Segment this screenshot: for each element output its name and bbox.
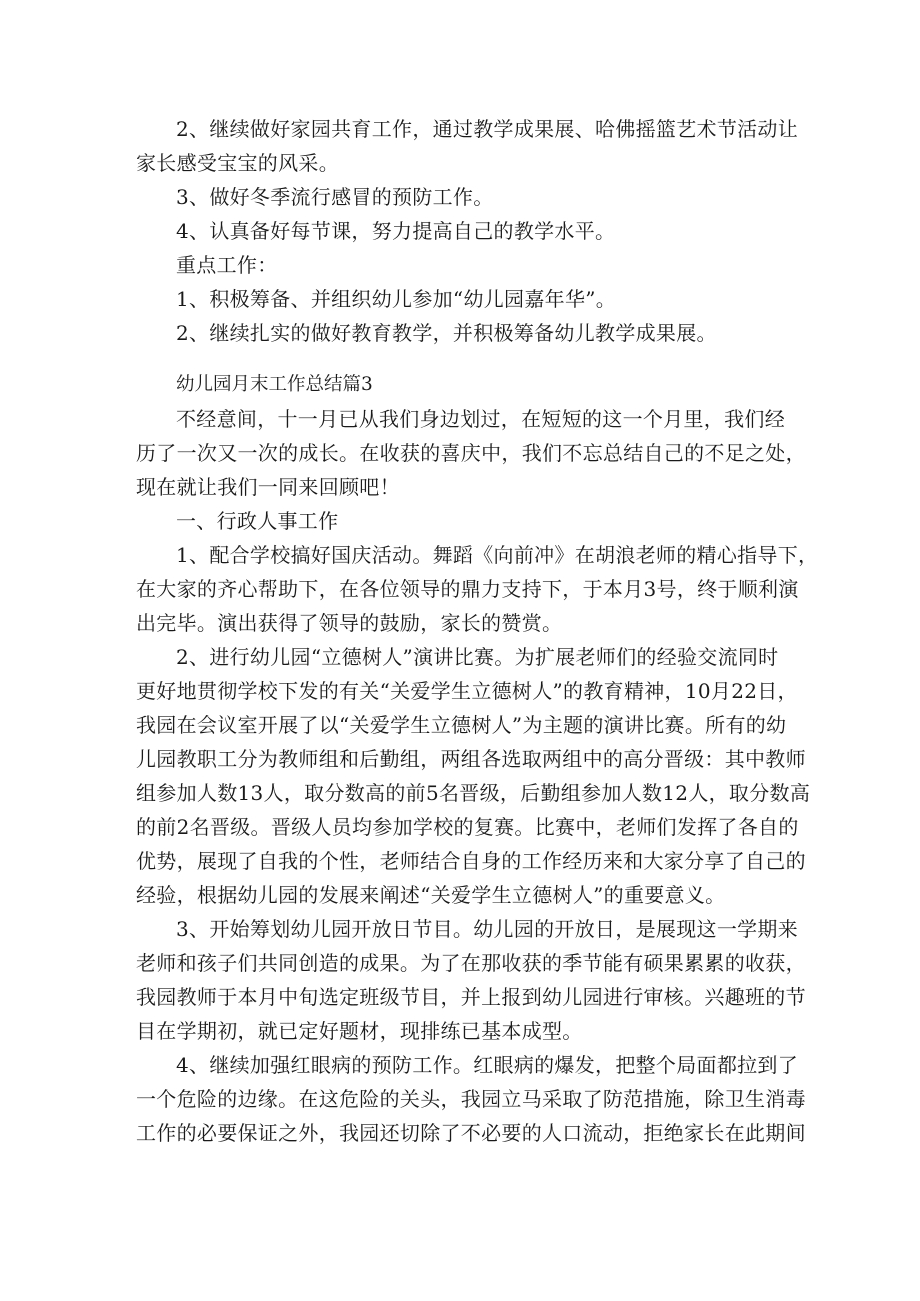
text-line: 4、认真备好每节课，努力提高自己的教学水平。: [176, 219, 616, 243]
text-line: 我园在会议室开展了以“关爱学生立德树人”为主题的演讲比赛。所有的幼: [136, 713, 787, 737]
text-line: 更好地贯彻学校下发的有关“关爱学生立德树人”的教育精神，10月22日，: [136, 679, 798, 703]
text-line: 1、配合学校搞好国庆活动。舞蹈《向前冲》在胡浪老师的精心指导下，: [176, 543, 819, 567]
paragraph-top-6: [136, 316, 788, 350]
text-line: 一个危险的边缘。在这危险的关头，我园立马采取了防范措施，除卫生消毒: [136, 1087, 806, 1111]
item-1: [136, 538, 819, 640]
text-line: 老师和孩子们共同创造的成果。为了在那收获的季节能有硕果累累的收获，: [136, 951, 806, 975]
paragraph-top-5: [136, 282, 788, 316]
document-page: [136, 112, 819, 1150]
subheading: 一、行政人事工作: [176, 509, 339, 533]
paragraph-top-3: [136, 214, 788, 248]
text-line: 重点工作：: [176, 253, 278, 277]
text-line: 现在就让我们一同来回顾吧！: [136, 475, 400, 499]
text-line: 不经意间，十一月已从我们身边划过，在短短的这一个月里，我们经: [176, 407, 785, 431]
intro-paragraph: [136, 402, 806, 504]
text-line: 2、进行幼儿园“立德树人”演讲比赛。为扩展老师们的经验交流同时: [176, 645, 779, 669]
text-line: 1、积极筹备、并组织幼儿参加“幼儿园嘉年华”。: [176, 287, 617, 311]
text-line: 3、开始筹划幼儿园开放日节目。幼儿园的开放日，是展现这一学期来: [176, 917, 799, 941]
text-line: 组参加人数13人，取分数高的前5名晋级，后勤组参加人数12人，取分数高: [136, 781, 811, 805]
text-line: 在大家的齐心帮助下，在各位领导的鼎力支持下，于本月3号，终于顺利演: [136, 577, 799, 601]
text-line: 工作的必要保证之外，我园还切除了不必要的人口流动，拒绝家长在此期间: [136, 1121, 806, 1145]
text-line: 2、继续扎实的做好教育教学，并积极筹备幼儿教学成果展。: [176, 321, 717, 345]
text-line: 的前2名晋级。晋级人员均参加学校的复赛。比赛中，老师们发挥了各自的: [136, 815, 799, 839]
text-line: 目在学期初，就已定好题材，现排练已基本成型。: [136, 1019, 583, 1043]
paragraph-top-1: [136, 112, 799, 180]
text-line: 3、做好冬季流行感冒的预防工作。: [176, 185, 494, 209]
item-4: [136, 1048, 806, 1150]
text-line: 经验，根据幼儿园的发展来阐述“关爱学生立德树人”的重要意义。: [136, 883, 726, 907]
text-line: 2、继续做好家园共育工作，通过教学成果展、哈佛摇篮艺术节活动让: [176, 117, 799, 141]
key-work-heading: [136, 248, 788, 282]
section-title: 幼儿园月末工作总结篇3: [176, 374, 373, 395]
text-line: 家长感受宝宝的风采。: [136, 151, 339, 175]
item-2: [136, 640, 811, 912]
text-line: 出完毕。演出获得了领导的鼓励，家长的赞赏。: [136, 611, 563, 635]
text-line: 儿园教职工分为教师组和后勤组，两组各选取两组中的高分晋级：其中教师: [136, 747, 806, 771]
text-line: 历了一次又一次的成长。在收获的喜庆中，我们不忘总结自己的不足之处，: [136, 441, 806, 465]
item-3: [136, 912, 806, 1048]
text-line: 4、继续加强红眼病的预防工作。红眼病的爆发，把整个局面都拉到了: [176, 1053, 799, 1077]
paragraph-top-2: [136, 180, 788, 214]
text-line: 我园教师于本月中旬选定班级节目，并上报到幼儿园进行审核。兴趣班的节: [136, 985, 806, 1009]
text-line: 优势，展现了自我的个性，老师结合自身的工作经历来和大家分享了自己的: [136, 849, 806, 873]
